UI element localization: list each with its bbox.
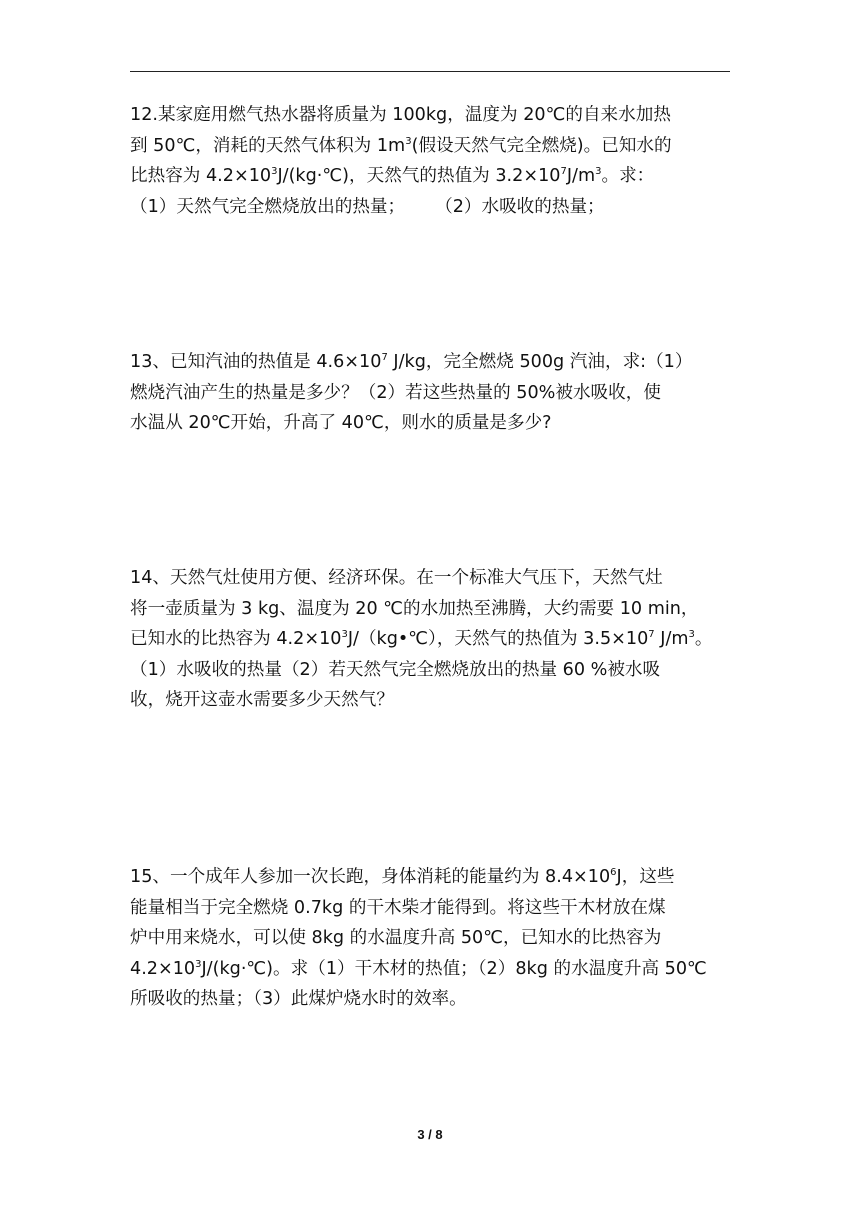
question-15: [130, 862, 736, 1015]
question-13: [130, 347, 736, 439]
question-line: 13、已知汽油的热值是 $4.6\times 10^7$ J/kg，完全燃烧 500g 汽油，求:（1）: [130, 352, 693, 372]
question-line: 比热容为 $4.2\times 10^3J/(kg\cdot℃)$，天然气的热值为 $3.2\times 10^7J/m^3$。求：: [130, 166, 655, 187]
question-line: 到 50℃，消耗的天然气体积为 $1m^3$(假设天然气完全燃烧)。已知水的: [130, 135, 672, 156]
question-12: [130, 100, 736, 222]
question-line: 燃烧汽油产生的热量是多少？（2）若这些热量的 50%被水吸收，使: [130, 382, 661, 403]
question-line: （1）天然气完全燃烧放出的热量； （2）水吸收的热量；: [130, 196, 605, 217]
question-line: 炉中用来烧水，可以使 8kg 的水温度升高 50℃，已知水的比热容为: [130, 928, 662, 949]
header-rule: [130, 71, 730, 72]
question-line: （1）水吸收的热量（2）若天然气完全燃烧放出的热量 60 %被水吸: [130, 659, 661, 680]
question-line: 12.某家庭用燃气热水器将质量为 100kg，温度为 20℃的自来水加热: [130, 105, 671, 125]
page-number: 3 / 8: [417, 1127, 443, 1142]
question-line: 收，烧开这壶水需要多少天然气？: [130, 690, 394, 711]
question-line: 已知水的比热容为 $4.2\times 10^3J/(kg•℃)$，天然气的热值为 $3.5\times 10^7$ $J/m^3$。: [130, 629, 713, 650]
question-line: 所吸收的热量；（3）此煤炉烧水时的效率。: [130, 989, 467, 1010]
question-line: 15、一个成年人参加一次长跑，身体消耗的能量约为 $8.4\times 10^6J$，这些: [130, 867, 675, 887]
question-line: $4.2\times 10^3J/(kg\cdot℃)$。求（1）干木材的热值；（2）8kg 的水温度升高 50℃: [130, 958, 707, 979]
question-line: 将一壶质量为 3 kg、温度为 20 ℃的水加热至沸腾，大约需要 10 min，: [130, 598, 699, 619]
question-14: [130, 563, 736, 716]
question-line: 水温从 20℃开始，升高了 40℃，则水的质量是多少?: [130, 413, 552, 434]
question-line: 能量相当于完全燃烧 0.7kg 的干木柴才能得到。将这些干木材放在煤: [130, 897, 666, 918]
question-line: 14、天然气灶使用方便、经济环保。在一个标准大气压下，天然气灶: [130, 568, 663, 588]
